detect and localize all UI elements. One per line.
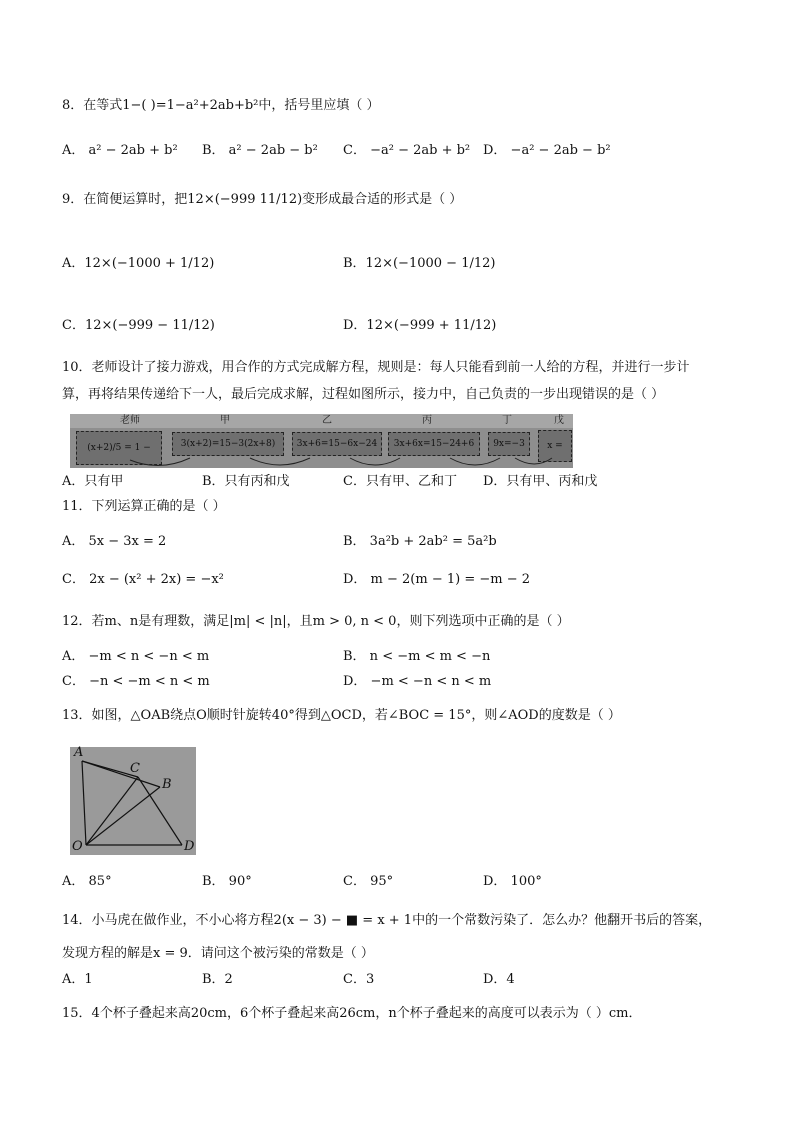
q11-stem: 11．下列运算正确的是（ ） <box>62 499 226 514</box>
q11-option-c: C． 2x − (x² + 2x) = −x² <box>62 572 224 587</box>
segment-ao <box>82 761 86 845</box>
relay-arrow-4 <box>450 458 500 465</box>
q9-option-c: C．12×(−999 − 11/12) <box>62 318 215 333</box>
q10-option-a: A．只有甲 <box>62 474 124 489</box>
relay-step-yi: 3x+6=15−6x−24 <box>292 432 382 456</box>
q14-option-a: A．1 <box>62 972 93 987</box>
q9-stem-post: 变形成最合适的形式是（ ） <box>302 192 463 207</box>
q10-stem-line2: 算，再将结果传递给下一人，最后完成求解，过程如图所示，接力中，自己负责的一步出现错误的是（ ） <box>62 387 665 402</box>
relay-step-teacher: (x+2)/5 = 1 − <box>76 431 162 465</box>
q14-option-d: D．4 <box>483 972 515 987</box>
q12-stem: 12．若m、n是有理数，满足|m| < |n|，且m > 0, n < 0，则下列选项中正确的是（ ） <box>62 614 570 629</box>
point-label-d: D <box>184 839 195 854</box>
relay-step-jia: 3(x+2)=15−3(2x+8) <box>172 432 284 456</box>
q8-option-b: B． a² − 2ab − b² <box>202 143 318 158</box>
relay-arrow-3 <box>350 458 400 465</box>
q8-option-d: D． −a² − 2ab − b² <box>483 143 611 158</box>
relay-header-bing: 丙 <box>422 415 432 426</box>
relay-step-wu: x = <box>538 430 572 462</box>
q12-option-b: B． n < −m < m < −n <box>343 649 491 664</box>
q14-stem-line1: 14．小马虎在做作业，不小心将方程2(x − 3) − ■ = x + 1中的一个常数污染了．怎么办？他翻开书后的答案， <box>62 913 712 928</box>
relay-header-jia: 甲 <box>220 415 230 426</box>
q9-stem <box>62 192 462 208</box>
relay-arrow-2 <box>250 458 310 465</box>
q12-option-a: A． −m < n < −n < m <box>62 649 210 664</box>
relay-header-ding: 丁 <box>502 415 512 426</box>
relay-arrow-5 <box>515 458 552 464</box>
q8-option-c: C． −a² − 2ab + b² <box>343 143 471 158</box>
q12-option-d: D． −m < −n < n < m <box>343 674 492 689</box>
q13-option-c: C． 95° <box>343 874 394 889</box>
q9-option-d: D．12×(−999 + 11/12) <box>343 318 497 333</box>
q13-option-d: D． 100° <box>483 874 542 889</box>
q10-stem-line1: 10．老师设计了接力游戏，用合作的方式完成解方程，规则是：每人只能看到前一人给的方程，并进行一步计 <box>62 360 690 375</box>
relay-header-teacher: 老师 <box>120 415 140 426</box>
q14-stem-line2: 发现方程的解是x = 9．请问这个被污染的常数是（ ） <box>62 946 374 961</box>
relay-arrow-1 <box>130 458 190 466</box>
relay-arrows <box>70 414 573 468</box>
point-label-b: B <box>162 777 172 792</box>
q8-stem: 8．在等式1−( )=1−a²+2ab+b²中，括号里应填（ ） <box>62 98 380 113</box>
q9-stem-expr: (−999 11/12) <box>214 192 303 207</box>
q11-option-a: A． 5x − 3x = 2 <box>62 534 167 549</box>
relay-header-wu: 戊 <box>554 415 564 426</box>
q14-option-c: C．3 <box>343 972 375 987</box>
q13-stem: 13．如图，△OAB绕点O顺时针旋转40°得到△OCD，若∠BOC = 15°，则∠AOD的度数是（ ） <box>62 708 621 723</box>
rotation-figure <box>70 747 196 855</box>
q9-stem-pre: 9．在简便运算时，把12× <box>62 192 215 207</box>
q8-option-a: A． a² − 2ab + b² <box>62 143 178 158</box>
q14-option-b: B．2 <box>202 972 233 987</box>
q11-option-b: B． 3a²b + 2ab² = 5a²b <box>343 534 497 549</box>
q13-option-b: B． 90° <box>202 874 252 889</box>
relay-step-bing: 3x+6x=15−24+6 <box>388 432 480 456</box>
relay-figure <box>70 414 573 468</box>
segment-ab <box>82 761 160 787</box>
q15-stem: 15．4个杯子叠起来高20cm，6个杯子叠起来高26cm，n个杯子叠起来的高度可以表示为（ ）cm． <box>62 1006 642 1021</box>
q9-option-a: A．12×(−1000 + 1/12) <box>62 256 215 271</box>
q11-option-d: D． m − 2(m − 1) = −m − 2 <box>343 572 531 587</box>
q10-option-b: B．只有丙和戊 <box>202 474 290 489</box>
relay-step-ding: 9x=−3 <box>488 432 530 456</box>
q10-option-d: D．只有甲、丙和戊 <box>483 474 598 489</box>
point-label-c: C <box>130 761 140 776</box>
q12-option-c: C． −n < −m < n < m <box>62 674 210 689</box>
relay-header-yi: 乙 <box>322 415 332 426</box>
point-label-a: A <box>74 745 84 760</box>
q9-option-b: B．12×(−1000 − 1/12) <box>343 256 496 271</box>
point-label-o: O <box>72 839 83 854</box>
q10-option-c: C．只有甲、乙和丁 <box>343 474 457 489</box>
q13-option-a: A． 85° <box>62 874 112 889</box>
